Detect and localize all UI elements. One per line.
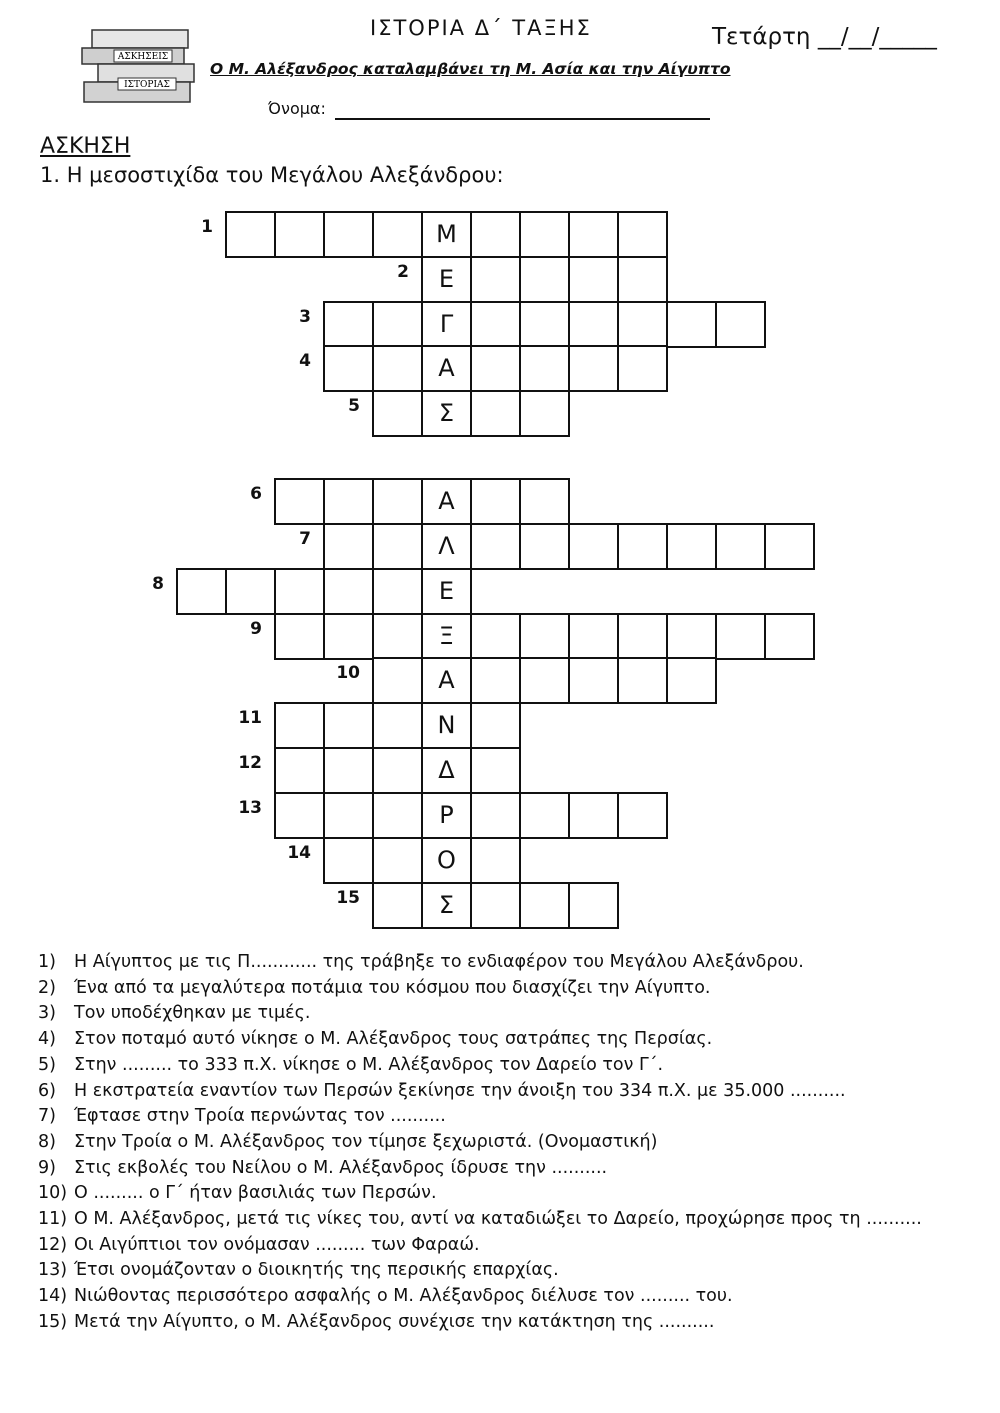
answer-cell[interactable] [225, 211, 276, 258]
answer-cell[interactable] [568, 256, 619, 303]
answer-cell[interactable] [568, 657, 619, 704]
answer-cell[interactable] [568, 613, 619, 660]
answer-cell[interactable] [372, 345, 423, 392]
answer-cell[interactable] [617, 301, 668, 348]
clue-item-number: 11) [38, 1209, 68, 1230]
name-label: Όνομα: [268, 99, 326, 118]
clue-item-number: 2) [38, 977, 56, 998]
answer-cell[interactable] [617, 256, 668, 303]
key-letter-cell: Α [421, 657, 472, 704]
answer-cell[interactable] [470, 792, 521, 839]
answer-cell[interactable] [470, 837, 521, 884]
answer-cell[interactable] [666, 523, 717, 570]
answer-cell[interactable] [470, 702, 521, 749]
answer-cell[interactable] [176, 568, 227, 615]
books-logo [78, 28, 196, 106]
key-letter-cell: Ε [421, 256, 472, 303]
clue-item [38, 1079, 922, 1105]
exercise-heading: ΑΣΚΗΣΗ [40, 134, 131, 159]
clue-item-number: 3) [38, 1003, 56, 1024]
answer-cell[interactable] [323, 702, 374, 749]
answer-cell[interactable] [323, 345, 374, 392]
clue-number: 4 [299, 351, 311, 371]
answer-cell[interactable] [666, 613, 717, 660]
answer-cell[interactable] [470, 882, 521, 929]
clue-number: 3 [299, 307, 311, 327]
answer-cell[interactable] [274, 478, 325, 525]
answer-cell[interactable] [372, 613, 423, 660]
answer-cell[interactable] [519, 523, 570, 570]
answer-cell[interactable] [470, 390, 521, 437]
answer-cell[interactable] [274, 211, 325, 258]
clue-item-text: Στον ποταμό αυτό νίκησε ο Μ. Αλέξανδρος τους σατράπες της Περσίας. [74, 1029, 713, 1050]
clue-item-number: 4) [38, 1029, 56, 1050]
answer-cell[interactable] [323, 523, 374, 570]
answer-cell[interactable] [323, 792, 374, 839]
clue-item [38, 1310, 922, 1336]
clue-item [38, 950, 922, 976]
key-letter-cell: Α [421, 478, 472, 525]
clue-item-number: 10) [38, 1183, 68, 1204]
answer-cell[interactable] [715, 301, 766, 348]
answer-cell[interactable] [617, 523, 668, 570]
answer-cell[interactable] [519, 478, 570, 525]
clue-item [38, 1130, 922, 1156]
answer-cell[interactable] [372, 747, 423, 794]
answer-cell[interactable] [372, 702, 423, 749]
clue-number: 5 [348, 396, 360, 416]
answer-cell[interactable] [519, 345, 570, 392]
clue-item [38, 1207, 922, 1233]
clue-item [38, 1001, 922, 1027]
clue-item-number: 6) [38, 1080, 56, 1101]
answer-cell[interactable] [764, 523, 815, 570]
clue-item-text: Η Αίγυπτος με τις Π............ της τράβηξε το ενδιαφέρον του Μεγάλου Αλεξάνδρου. [74, 952, 804, 972]
answer-cell[interactable] [274, 747, 325, 794]
clue-item-text: Έφτασε στην Τροία περνώντας τον .......... [74, 1106, 446, 1127]
answer-cell[interactable] [323, 568, 374, 615]
answer-cell[interactable] [372, 837, 423, 884]
answer-cell[interactable] [372, 301, 423, 348]
answer-cell[interactable] [666, 301, 717, 348]
answer-cell[interactable] [568, 882, 619, 929]
answer-cell[interactable] [519, 657, 570, 704]
answer-cell[interactable] [372, 390, 423, 437]
key-letter-cell: Ο [421, 837, 472, 884]
clue-item-text: Οι Αιγύπτιοι τον ονόμασαν ......... των Φαραώ. [74, 1234, 480, 1255]
answer-cell[interactable] [323, 301, 374, 348]
logo-word-2: ΙΣΤΟΡΙΑΣ [124, 80, 170, 90]
clue-item-text: Η εκστρατεία εναντίον των Περσών ξεκίνησε την άνοιξη του 334 π.Χ. με 35.000 .......... [74, 1080, 846, 1101]
clue-number: 11 [238, 708, 262, 728]
answer-cell[interactable] [519, 211, 570, 258]
answer-cell[interactable] [715, 613, 766, 660]
answer-cell[interactable] [225, 568, 276, 615]
answer-cell[interactable] [470, 211, 521, 258]
clue-number: 13 [238, 798, 262, 818]
answer-cell[interactable] [519, 613, 570, 660]
answer-cell[interactable] [323, 478, 374, 525]
answer-cell[interactable] [568, 523, 619, 570]
key-letter-cell: Ρ [421, 792, 472, 839]
clue-item-text: Μετά την Αίγυπτο, ο Μ. Αλέξανδρος συνέχισε την κατάκτηση της .......... [74, 1311, 715, 1332]
answer-cell[interactable] [470, 613, 521, 660]
key-letter-cell: Σ [421, 390, 472, 437]
clue-item-text: Στην Τροία ο Μ. Αλέξανδρος τον τίμησε ξεχωριστά. (Ονομαστική) [74, 1131, 658, 1152]
clue-item [38, 1284, 922, 1310]
answer-cell[interactable] [617, 792, 668, 839]
clue-number: 8 [152, 574, 164, 594]
clue-item-number: 7) [38, 1106, 56, 1127]
clue-number: 14 [287, 843, 311, 863]
key-letter-cell: Μ [421, 211, 472, 258]
clue-number: 9 [250, 619, 262, 639]
clue-item-text: Έτσι ονομάζονταν ο διοικητής της περσικής επαρχίας. [74, 1260, 559, 1281]
clue-item-number: 15) [38, 1311, 68, 1332]
answer-cell[interactable] [470, 301, 521, 348]
key-letter-cell: Λ [421, 523, 472, 570]
answer-cell[interactable] [470, 345, 521, 392]
answer-cell[interactable] [519, 301, 570, 348]
answer-cell[interactable] [323, 837, 374, 884]
exercise-title: 1. Η μεσοστιχίδα του Μεγάλου Αλεξάνδρου: [40, 163, 504, 187]
answer-cell[interactable] [764, 613, 815, 660]
answer-cell[interactable] [274, 702, 325, 749]
clue-item [38, 1027, 922, 1053]
clue-item-number: 1) [38, 952, 56, 972]
key-letter-cell: Ν [421, 702, 472, 749]
answer-cell[interactable] [519, 792, 570, 839]
clue-number: 1 [201, 217, 213, 237]
clue-number: 12 [238, 753, 262, 773]
name-field[interactable] [335, 118, 710, 120]
clue-item [38, 1104, 922, 1130]
answer-cell[interactable] [372, 211, 423, 258]
clue-item-text: Τον υποδέχθηκαν με τιμές. [74, 1003, 311, 1024]
lesson-subtitle: Ο Μ. Αλέξανδρος καταλαμβάνει τη Μ. Ασία και την Αίγυπτο [210, 60, 731, 78]
clue-number: 10 [336, 663, 360, 683]
key-letter-cell: Α [421, 345, 472, 392]
key-letter-cell: Σ [421, 882, 472, 929]
clue-item-text: Ο Μ. Αλέξανδρος, μετά τις νίκες του, αντί να καταδιώξει το Δαρείο, προχώρησε προς τη .......... [74, 1209, 922, 1230]
clue-item [38, 1156, 922, 1182]
answer-cell[interactable] [666, 657, 717, 704]
key-letter-cell: Ε [421, 568, 472, 615]
answer-cell[interactable] [470, 657, 521, 704]
clue-item-text: Ένα από τα μεγαλύτερα ποτάμια του κόσμου που διασχίζει την Αίγυπτο. [74, 977, 711, 998]
answer-cell[interactable] [372, 792, 423, 839]
answer-cell[interactable] [323, 747, 374, 794]
clue-item [38, 976, 922, 1002]
answer-cell[interactable] [323, 211, 374, 258]
clue-item-number: 12) [38, 1234, 68, 1255]
answer-cell[interactable] [372, 523, 423, 570]
answer-cell[interactable] [519, 882, 570, 929]
clue-item-number: 14) [38, 1286, 68, 1307]
answer-cell[interactable] [372, 568, 423, 615]
answer-cell[interactable] [274, 568, 325, 615]
clue-number: 15 [336, 888, 360, 908]
worksheet-title: ΙΣΤΟΡΙΑ Δ΄ ΤΑΞΗΣ [370, 16, 592, 40]
answer-cell[interactable] [274, 792, 325, 839]
clue-item [38, 1258, 922, 1284]
clue-item-text: Νιώθοντας περισσότερο ασφαλής ο Μ. Αλέξανδρος διέλυσε τον ......... του. [74, 1286, 733, 1307]
key-letter-cell: Ξ [421, 613, 472, 660]
date-field[interactable]: Τετάρτη __/__/_____ [712, 24, 937, 50]
answer-cell[interactable] [274, 613, 325, 660]
clue-item [38, 1181, 922, 1207]
answer-cell[interactable] [715, 523, 766, 570]
answer-cell[interactable] [519, 390, 570, 437]
clue-item-number: 13) [38, 1260, 68, 1281]
clue-number: 6 [250, 484, 262, 504]
clue-item-number: 9) [38, 1157, 56, 1178]
answer-cell[interactable] [617, 345, 668, 392]
clue-item-text: Στις εκβολές του Νείλου ο Μ. Αλέξανδρος ίδρυσε την .......... [74, 1157, 608, 1178]
answer-cell[interactable] [519, 256, 570, 303]
answer-cell[interactable] [372, 657, 423, 704]
key-letter-cell: Δ [421, 747, 472, 794]
answer-cell[interactable] [568, 301, 619, 348]
answer-cell[interactable] [372, 882, 423, 929]
clue-item-text: Ο ......... ο Γ΄ ήταν βασιλιάς των Περσών. [74, 1183, 437, 1204]
clue-item [38, 1233, 922, 1259]
answer-cell[interactable] [470, 523, 521, 570]
answer-cell[interactable] [470, 747, 521, 794]
logo-word-1: ΑΣΚΗΣΕΙΣ [117, 52, 169, 62]
answer-cell[interactable] [617, 657, 668, 704]
clue-item-text: Στην ......... το 333 π.Χ. νίκησε ο Μ. Αλέξανδρος τον Δαρείο τον Γ΄. [74, 1054, 664, 1075]
answer-cell[interactable] [568, 345, 619, 392]
clue-item [38, 1053, 922, 1079]
clue-item-number: 5) [38, 1054, 56, 1075]
clue-item-number: 8) [38, 1131, 56, 1152]
answer-cell[interactable] [617, 211, 668, 258]
answer-cell[interactable] [568, 211, 619, 258]
answer-cell[interactable] [617, 613, 668, 660]
clue-number: 7 [299, 529, 311, 549]
answer-cell[interactable] [568, 792, 619, 839]
answer-cell[interactable] [323, 613, 374, 660]
clue-number: 2 [397, 262, 409, 282]
answer-cell[interactable] [470, 256, 521, 303]
clue-list [38, 950, 922, 1336]
answer-cell[interactable] [470, 478, 521, 525]
answer-cell[interactable] [372, 478, 423, 525]
key-letter-cell: Γ [421, 301, 472, 348]
